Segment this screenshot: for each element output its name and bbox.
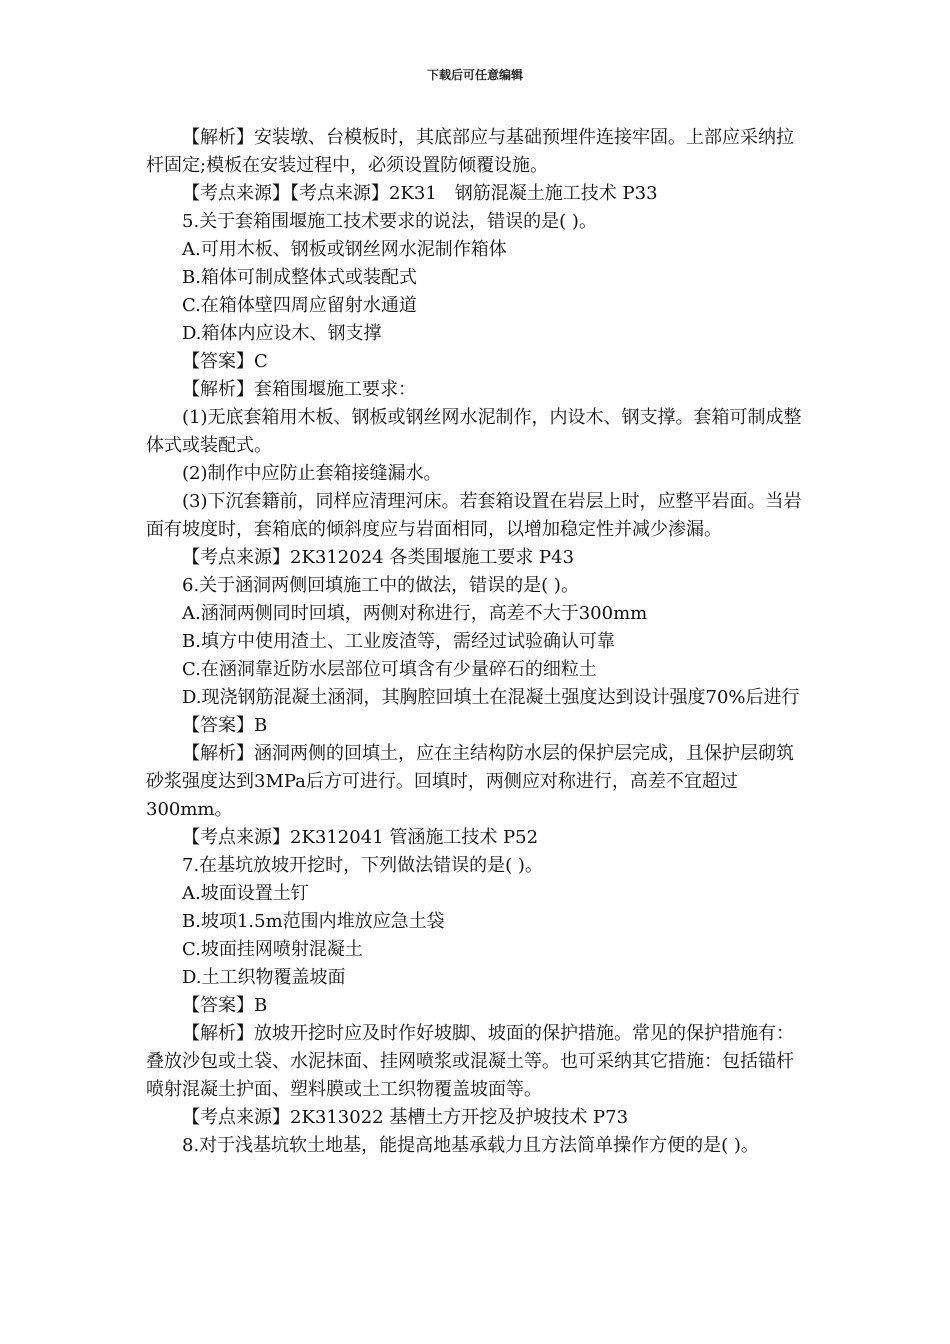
document-body [146, 124, 806, 1160]
source-note: 【考点来源】2K312024 各类围堰施工要求 P43 [182, 547, 575, 568]
source-note: 【考点来源】2K313022 基槽土方开挖及护坡技术 P73 [182, 1107, 629, 1128]
option: C.坡面挂网喷射混凝土 [182, 939, 363, 960]
source-note: 【考点来源】2K312041 管涵施工技术 P52 [182, 827, 539, 848]
question-stem: 5.关于套箱围堰施工技术要求的说法，错误的是( )。 [182, 211, 597, 232]
paragraph: (2)制作中应防止套箱接缝漏水。 [182, 463, 442, 484]
question-stem: 7.在基坑放坡开挖时，下列做法错误的是( )。 [182, 855, 543, 876]
question-stem: 6.关于涵洞两侧回填施工中的做法，错误的是( )。 [182, 575, 579, 596]
paragraph: 【解析】安装墩、台模板时，其底部应与基础预埋件连接牢固。上部应采纳拉杆固定;模板在安装过程中，必须设置防倾覆设施。 [146, 127, 794, 176]
option: C.在箱体壁四周应留射水通道 [182, 295, 417, 316]
option: D.土工织物覆盖坡面 [182, 967, 346, 988]
paragraph: 【解析】涵洞两侧的回填土，应在主结构防水层的保护层完成，且保护层砌筑砂浆强度达到3MPa后方可进行。回填时，两侧应对称进行，高差不宜超过300mm。 [146, 743, 794, 820]
paragraph: 【解析】放坡开挖时应及时作好坡脚、坡面的保护措施。常见的保护措施有：叠放沙包或土袋、水泥抹面、挂网喷浆或混凝土等。也可采纳其它措施：包括锚杆喷射混凝土护面、塑料膜或土工织物覆盖坡面等。 [146, 1023, 794, 1100]
question-stem: 8.对于浅基坑软土地基，能提高地基承载力且方法简单操作方便的是( )。 [182, 1135, 759, 1156]
option: C.在涵洞靠近防水层部位可填含有少量碎石的细粒土 [182, 659, 597, 680]
paragraph: 【考点来源】【考点来源】2K31 钢筋混凝土施工技术 P33 [182, 183, 658, 204]
option: D.现浇钢筋混凝土涵洞，其胸腔回填土在混凝土强度达到设计强度70%后进行 [182, 687, 800, 708]
answer: 【答案】C [182, 351, 268, 372]
answer: 【答案】B [182, 715, 268, 736]
paragraph: (3)下沉套籍前，同样应清理河床。若套箱设置在岩层上时，应整平岩面。当岩面有坡度时，套箱底的倾斜度应与岩面相同，以增加稳定性并减少渗漏。 [146, 491, 802, 540]
option: B.箱体可制成整体式或装配式 [182, 267, 417, 288]
answer: 【答案】B [182, 995, 268, 1016]
paragraph: 【解析】套箱围堰施工要求： [182, 379, 416, 400]
page-header: 下载后可任意编辑 [426, 68, 523, 82]
option: A.坡面设置土钉 [182, 883, 309, 904]
paragraph: (1)无底套箱用木板、钢板或钢丝网水泥制作，内设木、钢支撑。套箱可制成整体式或装配式。 [146, 407, 802, 456]
option: B.填方中使用渣土、工业废渣等，需经过试验确认可靠 [182, 631, 615, 652]
option: A.涵洞两侧同时回填，两侧对称进行，高差不大于300mm [182, 603, 648, 624]
option: D.箱体内应设木、钢支撑 [182, 323, 382, 344]
option: A.可用木板、钢板或钢丝网水泥制作箱体 [182, 239, 507, 260]
option: B.坡项1.5m范围内堆放应急土袋 [182, 911, 445, 932]
